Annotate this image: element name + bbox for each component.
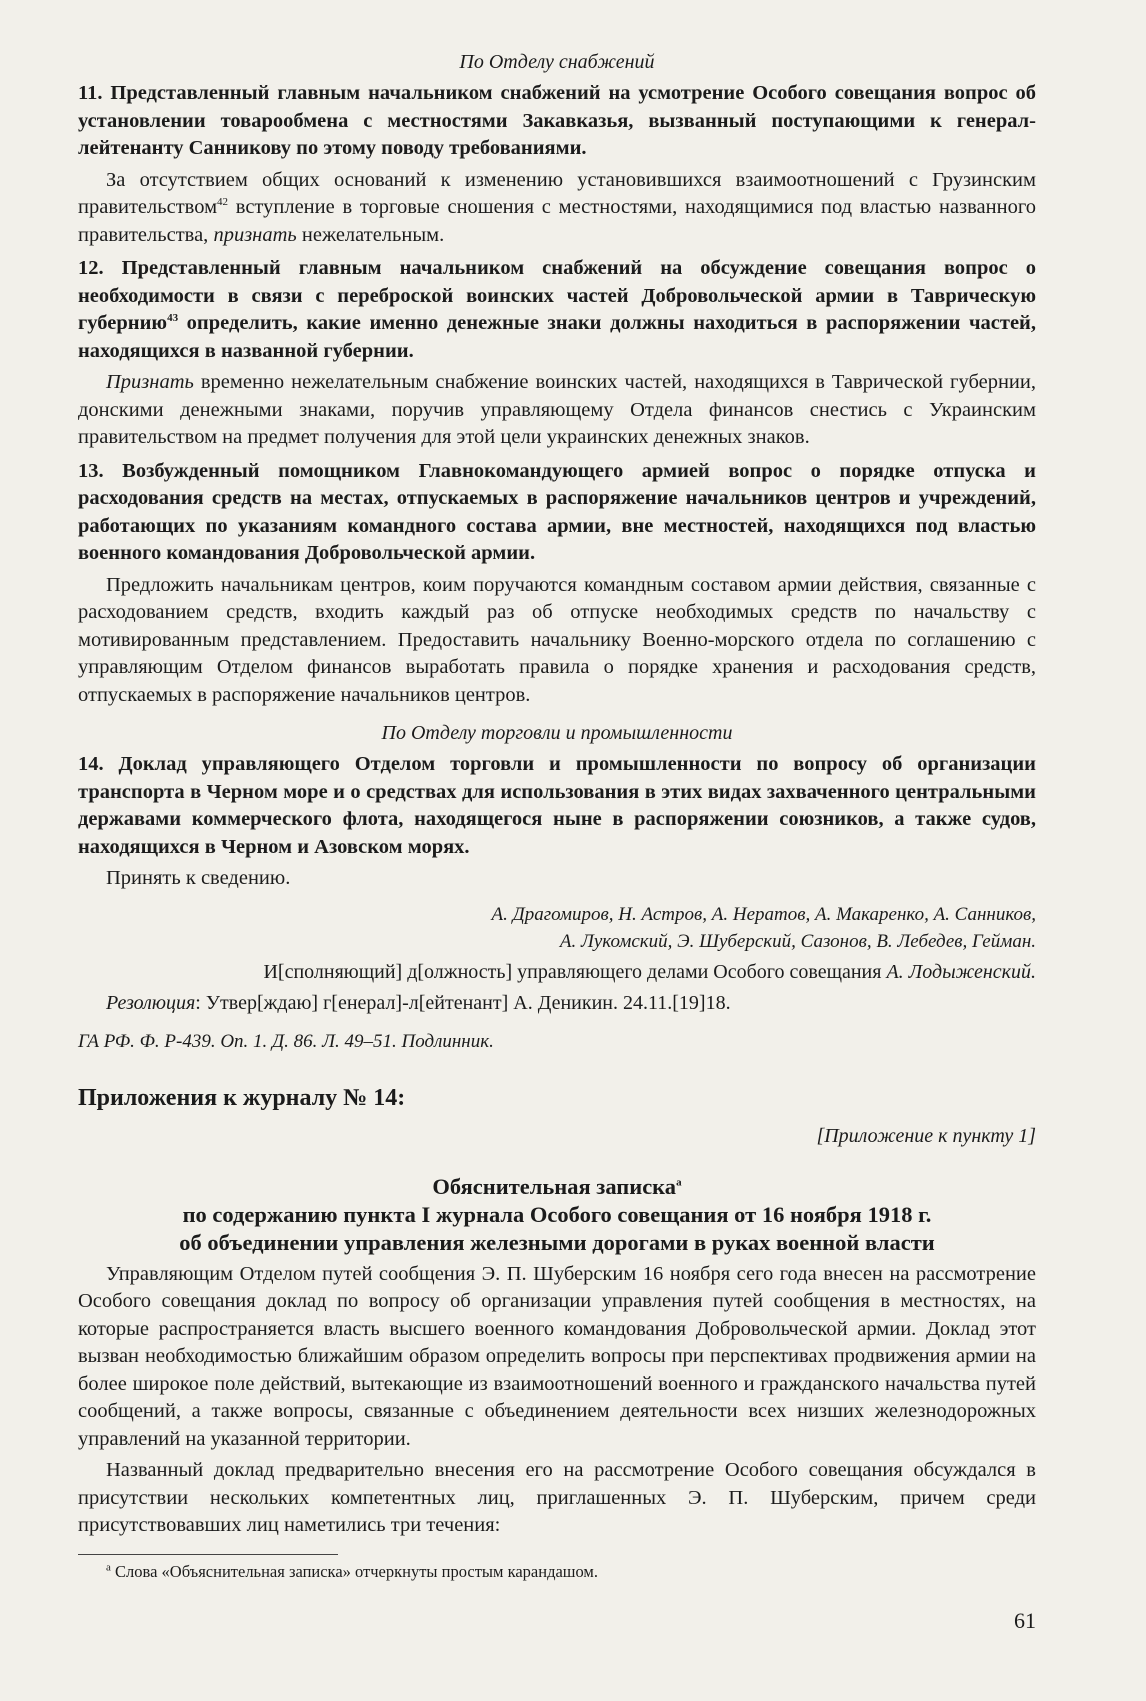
section-heading-supply: По Отделу снабжений bbox=[459, 51, 655, 73]
footnote-divider bbox=[78, 1554, 338, 1555]
item-11-text-b: вступление в торговые сношения с местностями, находящимися под властью названного правительства, bbox=[78, 196, 1036, 246]
note-title-line-2: по содержанию пункта I журнала Особого совещания от 16 ноября 1918 г. bbox=[182, 1201, 932, 1227]
acting-manager-line bbox=[78, 959, 1036, 986]
resolution-text: : Утвер[ждаю] г[енерал]-л[ейтенант] А. Деникин. 24.11.[19]18. bbox=[195, 991, 731, 1014]
item-11-body bbox=[78, 167, 1036, 250]
note-paragraph-1: Управляющим Отделом путей сообщения Э. П. Шуберским 16 ноября сего года внесен на рассмотрение Особого совещания доклад по вопросу об организации управления путей сообщения в местностях, на которые распространяется власть высшего военного командования Добровольческой армии. Доклад этот вызван необходимостью ближайшим образом определить вопросы при перспективах продвижения армии на более широкое поле действий, вытекающие из взаимоотношений военного и гражданского начальства путей сообщений, а также вопросы, связанные с объединением деятельности всех низших железнодорожных управлений на указанной территории. bbox=[78, 1262, 1036, 1450]
footnote-ref-42: 42 bbox=[217, 196, 229, 209]
acting-manager-title: И[сполняющий] д[олжность] управляющего делами Особого совещания bbox=[263, 960, 887, 983]
signatures bbox=[78, 901, 1036, 955]
resolution-label: Резолюция bbox=[106, 991, 196, 1014]
acting-manager-name: А. Лодыженский. bbox=[886, 960, 1036, 983]
note-title-line-1 bbox=[78, 1173, 1036, 1201]
note-paragraph-2: Названный доклад предварительно внесения его на рассмотрение Особого совещания обсуждался в присутствии нескольких компетентных лиц, приглашенных Э. П. Шуберским, причем среди присутствовавших лиц наметились три течения: bbox=[78, 1459, 1036, 1536]
appendix-reference: [Приложение к пункту 1] bbox=[816, 1124, 1036, 1147]
note-title-text: Обяснительная записка bbox=[432, 1173, 677, 1199]
resolution-line bbox=[78, 990, 1036, 1017]
item-14-body: Принять к сведению. bbox=[106, 867, 291, 889]
item-12-title bbox=[78, 255, 1036, 365]
item-11-text-a: За отсутствием общих оснований к изменению установившихся взаимоотношений с Грузинским правительством bbox=[78, 168, 1036, 218]
item-12-body bbox=[78, 369, 1036, 452]
appendix-heading: Приложения к журналу № 14: bbox=[78, 1084, 406, 1111]
footnote-ref-43: 43 bbox=[167, 312, 179, 325]
footnote-ref-a: a bbox=[676, 1176, 682, 1188]
archive-source: ГА РФ. Ф. Р-439. Оп. 1. Д. 86. Л. 49–51. Подлинник. bbox=[78, 1030, 494, 1052]
note-title-line-3: об объединении управления железными дорогами в руках военной власти bbox=[179, 1229, 935, 1255]
footnote-text: Слова «Объяснительная записка» отчеркнуты простым карандашом. bbox=[110, 1561, 598, 1581]
item-11-title: 11. Представленный главным начальником снабжений на усмотрение Особого совещания вопрос об установлении товарообмена с местностями Закавказья, вызванный поступающими к генерал-лейтенанту Санникову по этому поводу требованиями. bbox=[78, 82, 1036, 159]
footnote bbox=[78, 1561, 1036, 1583]
page-number: 61 bbox=[1014, 1608, 1036, 1633]
signatures-line-1: А. Драгомиров, Н. Астров, А. Нератов, А. Макаренко, А. Санников, bbox=[491, 903, 1036, 925]
item-12-emphasis: Признать bbox=[106, 371, 194, 393]
item-12-text: временно нежелательным снабжение воинских частей, находящихся в Таврической губернии, донскими денежными знаками, поручив управляющему Отдела финансов снестись с Украинским правительством на предмет получения для этой цели украинских денежных знаков. bbox=[78, 371, 1036, 448]
section-heading-trade: По Отделу торговли и промышленности bbox=[381, 722, 733, 744]
item-14-title: 14. Доклад управляющего Отделом торговли и промышленности по вопросу об организации транспорта в Черном море и о средствах для использования в этих видах захваченного центральными державами коммерческого флота, находящегося ныне в распоряжении союзников, а также судов, находящихся в Черном и Азовском морях. bbox=[78, 753, 1036, 858]
item-12-title-b: определить, какие именно денежные знаки должны находиться в распоряжении частей, находящихся в названной губернии. bbox=[78, 312, 1036, 362]
footnote-mark: a bbox=[106, 1561, 111, 1573]
item-13-body: Предложить начальникам центров, коим поручаются командным составом армии действия, связанные с расходованием средств, входить каждый раз об отпуске необходимых средств по начальству с мотивированным представлением. Предоставить начальнику Военно-морского отдела по соглашению с управляющим Отделом финансов выработать правила о порядке хранения и расходования средств, отпускаемых в распоряжение начальников центров. bbox=[78, 573, 1036, 706]
item-11-text-c: нежелательным. bbox=[296, 223, 445, 246]
item-13-title: 13. Возбужденный помощником Главнокомандующего армией вопрос о порядке отпуска и расходования средств на местах, отпускаемых в распоряжение начальников центров и учреждений, работающих по указаниям командного состава армии, вне местностей, находящихся под властью военного командования Добровольческой армии. bbox=[78, 459, 1036, 564]
item-11-emphasis: признать bbox=[213, 223, 297, 246]
signatures-line-2: А. Лукомский, Э. Шуберский, Сазонов, В. Лебедев, Гейман. bbox=[559, 930, 1036, 952]
item-12-title-a: 12. Представленный главным начальником снабжений на обсуждение совещания вопрос о необходимости в связи с переброской воинских частей Добровольческой армии в Таврическую губернию bbox=[78, 257, 1036, 334]
